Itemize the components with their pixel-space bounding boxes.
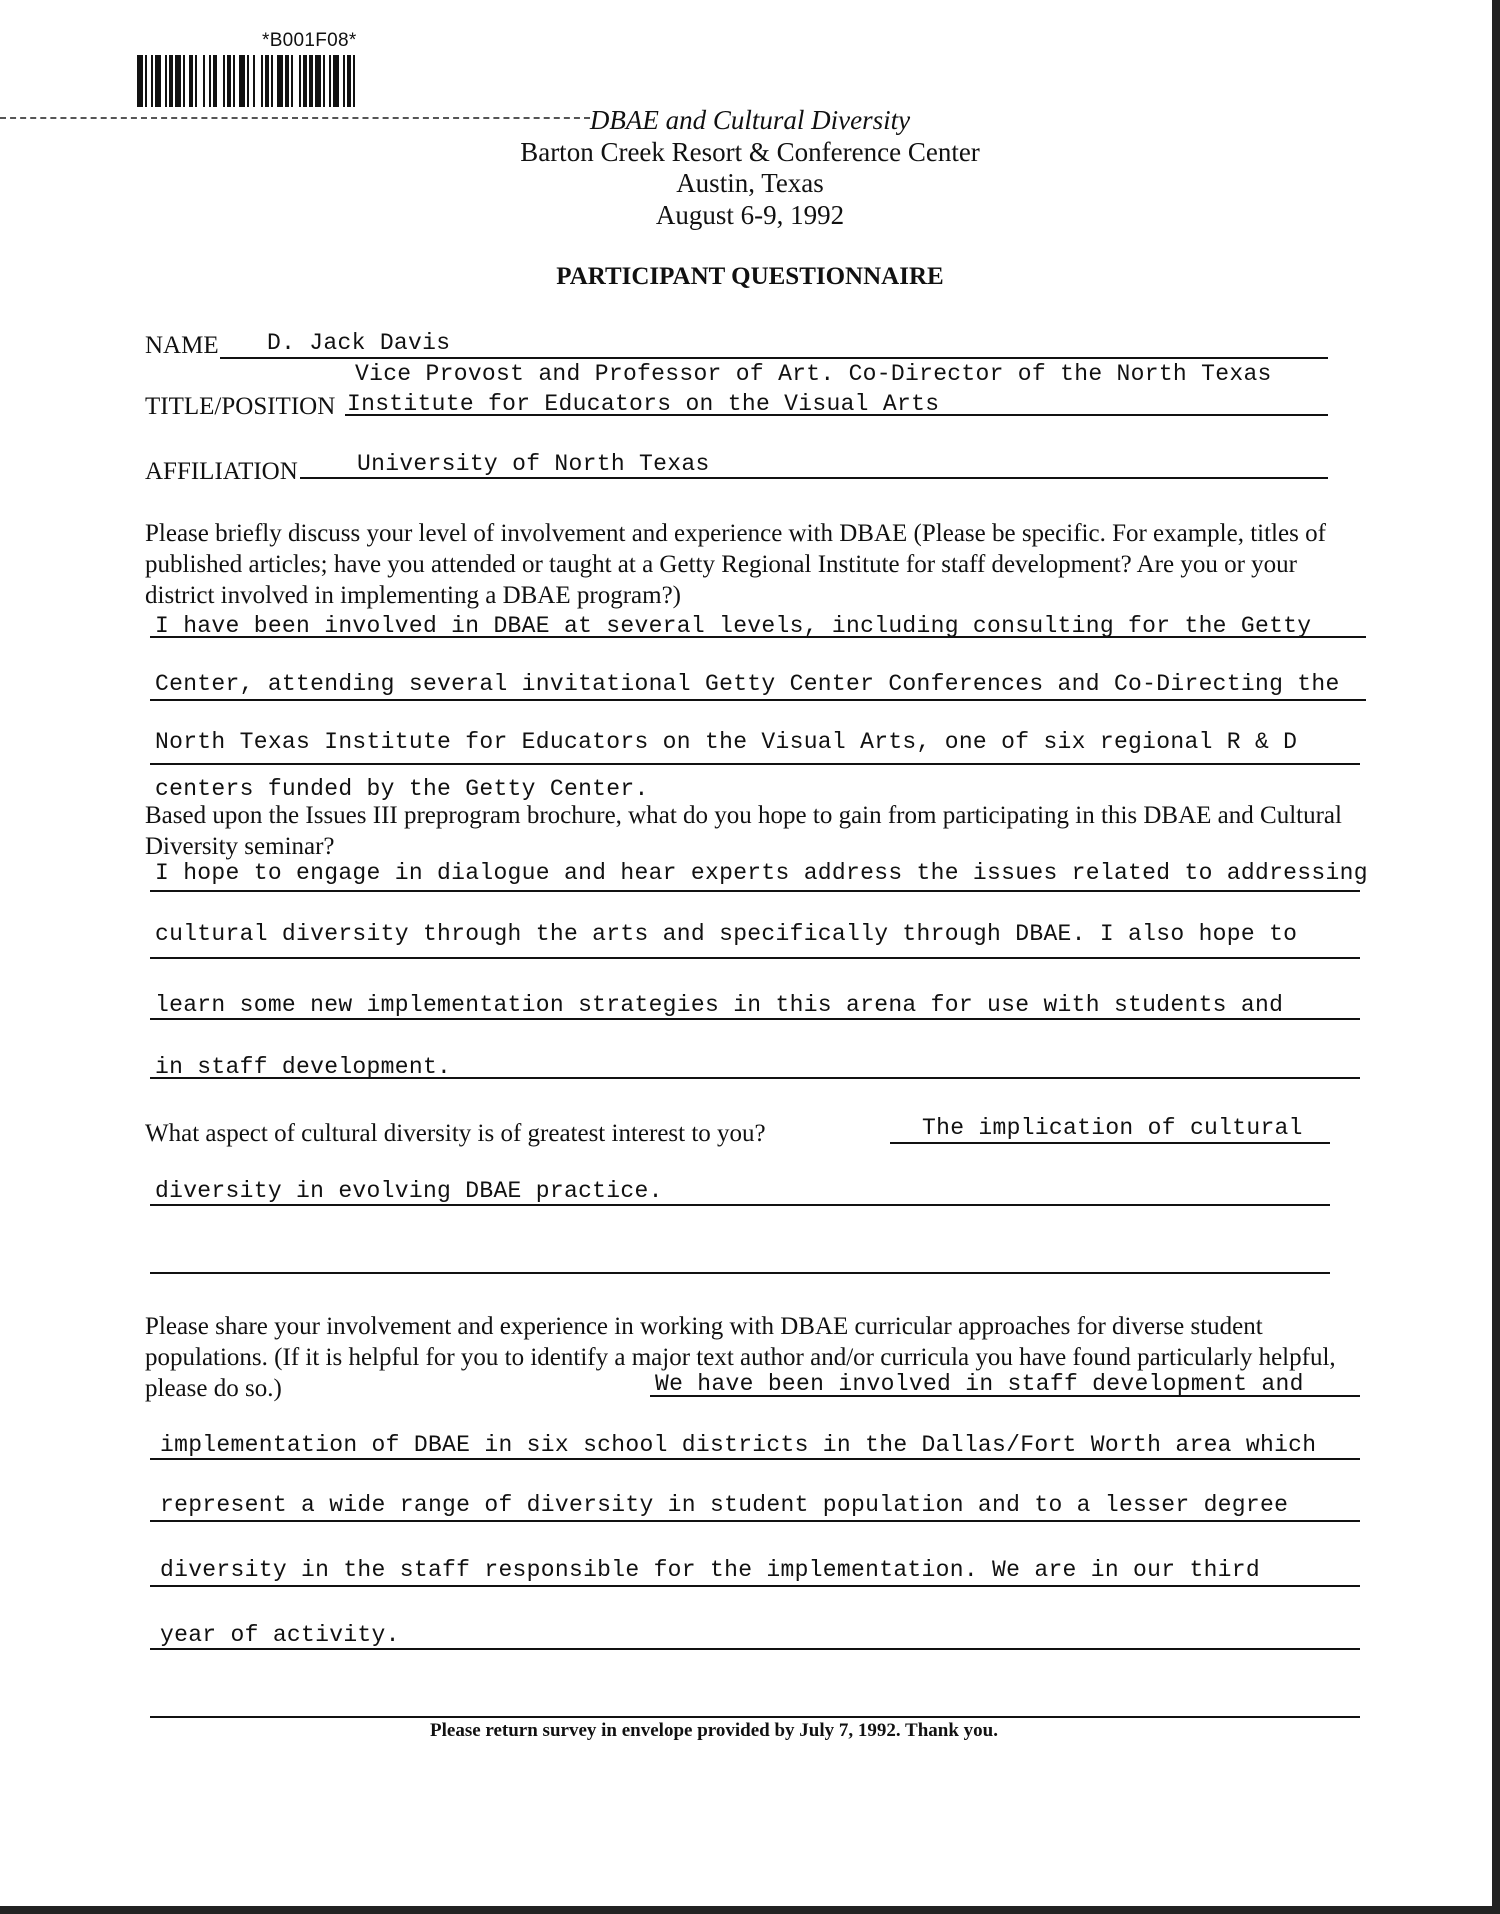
barcode-bar bbox=[309, 55, 313, 107]
q4-underline-1 bbox=[650, 1395, 1360, 1397]
barcode-text: *B001F08* bbox=[262, 30, 357, 51]
q4-underline-5 bbox=[150, 1648, 1360, 1650]
barcode-bar bbox=[233, 55, 235, 107]
q1-answer-line-4: centers funded by the Getty Center. bbox=[155, 776, 649, 802]
barcode-bar bbox=[261, 55, 263, 107]
barcode-bar bbox=[285, 55, 289, 107]
question-1: Please briefly discuss your level of involvement and experience with DBAE (Please be specific. For example, titles of published articles; have you attended or taught at a Getty Regional Institute for staff development? Are you or your district involved in implementing a DBAE program?) bbox=[145, 520, 1326, 609]
barcode-bar bbox=[343, 55, 345, 107]
barcode-bar bbox=[239, 55, 245, 107]
barcode-bar bbox=[189, 55, 193, 107]
title-underline bbox=[345, 414, 1328, 416]
barcode-bar bbox=[347, 55, 351, 107]
q4-answer-line-1: We have been involved in staff development and bbox=[655, 1371, 1304, 1397]
barcode-bar bbox=[203, 55, 205, 107]
q1-answer-line-1: I have been involved in DBAE at several levels, including consulting for the Getty bbox=[155, 613, 1312, 639]
barcode-bar bbox=[195, 55, 197, 107]
q1-underline-3 bbox=[150, 763, 1360, 765]
q2-answer-line-3: learn some new implementation strategies in this arena for use with students and bbox=[155, 992, 1284, 1018]
barcode-image bbox=[137, 55, 487, 107]
event-title: DBAE and Cultural Diversity bbox=[589, 105, 911, 135]
q3-underline-2 bbox=[150, 1204, 1330, 1206]
q4-answer-line-2: implementation of DBAE in six school districts in the Dallas/Fort Worth area which bbox=[160, 1432, 1317, 1458]
barcode-bar bbox=[265, 55, 269, 107]
q2-underline-3 bbox=[150, 1018, 1360, 1020]
barcode-bar bbox=[175, 55, 181, 107]
q4-answer-line-4: diversity in the staff responsible for the implementation. We are in our third bbox=[160, 1557, 1260, 1583]
q2-underline-1 bbox=[150, 890, 1360, 892]
form-title: PARTICIPANT QUESTIONNAIRE bbox=[556, 263, 944, 290]
barcode-bar bbox=[315, 55, 321, 107]
barcode-bar bbox=[209, 55, 211, 107]
q1-underline-1 bbox=[150, 636, 1366, 638]
q3-underline-1 bbox=[890, 1142, 1330, 1144]
barcode-bar bbox=[299, 55, 301, 107]
barcode-bar bbox=[353, 55, 355, 107]
scan-edge-bottom bbox=[0, 1906, 1500, 1914]
q1-underline-2 bbox=[150, 699, 1366, 701]
barcode-bar bbox=[247, 55, 249, 107]
name-value: D. Jack Davis bbox=[267, 330, 451, 356]
q2-answer-line-4: in staff development. bbox=[155, 1054, 452, 1080]
event-dates: August 6-9, 1992 bbox=[655, 200, 845, 230]
q2-underline-2 bbox=[150, 957, 1360, 959]
barcode-bar bbox=[253, 55, 255, 107]
title-value-line1: Vice Provost and Professor of Art. Co-Director of the North Texas bbox=[355, 361, 1272, 387]
name-label: NAME bbox=[145, 332, 219, 359]
name-underline bbox=[220, 357, 1328, 359]
barcode-bar bbox=[165, 55, 167, 107]
location: Austin, Texas bbox=[676, 168, 824, 198]
barcode-bar bbox=[145, 55, 147, 107]
q3-answer-line-1: The implication of cultural bbox=[922, 1115, 1303, 1141]
question-4: Please share your involvement and experience in working with DBAE curricular approaches for diverse student populations. (If it is helpful for you to identify a major text author and/or curricula you have found particularly helpful, please do so.) bbox=[145, 1313, 1336, 1402]
q4-answer-line-3: represent a wide range of diversity in student population and to a lesser degree bbox=[160, 1492, 1289, 1518]
title-label: TITLE/POSITION bbox=[145, 393, 336, 420]
q3-answer-line-2: diversity in evolving DBAE practice. bbox=[155, 1178, 663, 1204]
barcode-bar bbox=[303, 55, 307, 107]
barcode-bar bbox=[277, 55, 283, 107]
q4-underline-2 bbox=[150, 1458, 1360, 1460]
q3-underline-3 bbox=[150, 1272, 1330, 1274]
question-2: Based upon the Issues III preprogram brochure, what do you hope to gain from participating in this DBAE and Cultural Diversity seminar? bbox=[145, 802, 1342, 860]
barcode-bar bbox=[329, 55, 331, 107]
q4-underline-4 bbox=[150, 1585, 1360, 1587]
barcode-bar bbox=[151, 55, 153, 107]
barcode-bar bbox=[183, 55, 185, 107]
affiliation-label: AFFILIATION bbox=[145, 458, 298, 485]
barcode-bar bbox=[169, 55, 173, 107]
q1-answer-line-2: Center, attending several invitational Getty Center Conferences and Co-Directing the bbox=[155, 671, 1340, 697]
q4-underline-3 bbox=[150, 1520, 1360, 1522]
barcode-bar bbox=[137, 55, 143, 107]
barcode-bar bbox=[333, 55, 339, 107]
q1-answer-line-3: North Texas Institute for Educators on the Visual Arts, one of six regional R & D bbox=[155, 729, 1298, 755]
barcode-bar bbox=[291, 55, 293, 107]
barcode-bar bbox=[271, 55, 273, 107]
barcode-bar bbox=[227, 55, 231, 107]
barcode-bar bbox=[223, 55, 225, 107]
q2-answer-line-2: cultural diversity through the arts and specifically through DBAE. I also hope to bbox=[155, 921, 1298, 947]
q4-answer-line-5: year of activity. bbox=[160, 1622, 400, 1648]
q2-answer-line-1: I hope to engage in dialogue and hear experts address the issues related to addressing bbox=[155, 860, 1368, 886]
q2-underline-4 bbox=[150, 1077, 1360, 1079]
return-note: Please return survey in envelope provided by July 7, 1992. Thank you. bbox=[430, 1720, 998, 1741]
q4-underline-6 bbox=[150, 1716, 1360, 1718]
barcode-bar bbox=[155, 55, 161, 107]
question-3: What aspect of cultural diversity is of greatest interest to you? bbox=[145, 1120, 766, 1147]
venue: Barton Creek Resort & Conference Center bbox=[520, 137, 980, 167]
title-value-line2: Institute for Educators on the Visual Arts bbox=[347, 391, 940, 417]
barcode-bar bbox=[323, 55, 325, 107]
affiliation-underline bbox=[300, 477, 1328, 479]
affiliation-value: University of North Texas bbox=[357, 451, 710, 477]
barcode-bar bbox=[213, 55, 217, 107]
